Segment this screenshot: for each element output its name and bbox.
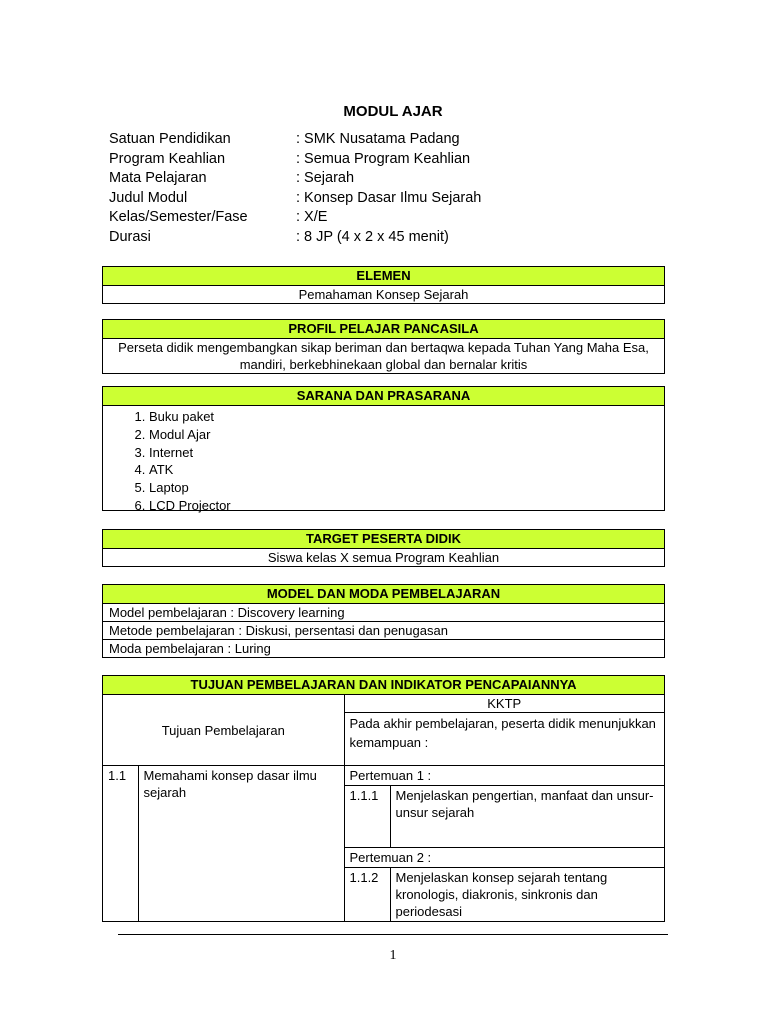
list-item: 6. LCD Projector [149, 497, 664, 515]
section-header: SARANA DAN PRASARANA [103, 387, 664, 406]
indicator-number: 1.1.2 [344, 868, 390, 922]
info-value: : SMK Nusatama Padang [296, 131, 460, 147]
tujuan-section [102, 675, 665, 922]
kktp-description: Pada akhir pembelajaran, peserta didik menunjukkan kemampuan : [344, 713, 664, 766]
target-text: Siswa kelas X semua Program Keahlian [267, 550, 500, 565]
elemen-text: Pemahaman Konsep Sejarah [298, 287, 469, 302]
info-value: : Konsep Dasar Ilmu Sejarah [296, 189, 482, 206]
list-item: 2. Modul Ajar [149, 426, 664, 444]
section-header: TUJUAN PEMBELAJARAN DAN INDIKATOR PENCAPAIANNYA [103, 676, 664, 695]
info-row [109, 228, 481, 248]
elemen-section [102, 266, 665, 304]
meeting-label: Pertemuan 1 : [344, 766, 664, 786]
model-line: Moda pembelajaran : Luring [109, 641, 271, 656]
tujuan-table [103, 694, 664, 922]
model-section [102, 584, 665, 658]
model-line: Metode pembelajaran : Diskusi, persentasi dan penugasan [103, 622, 664, 640]
module-info [109, 130, 481, 247]
section-header: TARGET PESERTA DIDIK [103, 530, 664, 549]
info-label: Mata Pelajaran [109, 170, 207, 186]
indicator-number: 1.1.1 [344, 786, 390, 848]
info-value: : Semua Program Keahlian [296, 150, 471, 167]
info-row [109, 150, 481, 170]
list-item: 5. Laptop [149, 479, 664, 497]
sarana-list [103, 408, 664, 515]
footer-divider [118, 934, 668, 935]
info-row [109, 169, 481, 189]
model-line: Model pembelajaran : Discovery learning [103, 604, 664, 622]
info-label: Kelas/Semester/Fase [109, 209, 248, 225]
kktp-header: KKTP [344, 695, 664, 713]
sarana-section [102, 386, 665, 511]
info-label: Judul Modul [109, 189, 188, 206]
info-value: : 8 JP (4 x 2 x 45 menit) [296, 228, 449, 245]
profil-text: Perseta didik mengembangkan sikap beriman dan bertaqwa kepada Tuhan Yang Maha Esa, mandiri, berkebhinekaan global dan bernalar kritis [118, 340, 649, 372]
tp-number: 1.1 [103, 766, 138, 922]
info-row [109, 189, 481, 209]
list-item: 3. Internet [149, 444, 664, 462]
indicator-text: Menjelaskan pengertian, manfaat dan unsur-unsur sejarah [390, 786, 664, 848]
indicator-text: Menjelaskan konsep sejarah tentang kronologis, diakronis, sinkronis dan periodesasi [390, 868, 664, 922]
meeting-label: Pertemuan 2 : [344, 848, 664, 868]
info-row [109, 208, 481, 228]
info-value: : Sejarah [296, 170, 355, 186]
list-item: 1. Buku paket [149, 408, 664, 426]
info-label: Durasi [109, 228, 151, 245]
section-header: MODEL DAN MODA PEMBELAJARAN [103, 585, 664, 604]
tp-text: Memahami konsep dasar ilmu sejarah [138, 766, 344, 922]
list-item: 4. ATK [149, 461, 664, 479]
profil-section [102, 319, 665, 374]
tujuan-column-header: Tujuan Pembelajaran [103, 695, 344, 766]
info-label: Program Keahlian [109, 150, 226, 167]
info-row [109, 130, 481, 150]
section-header: PROFIL PELAJAR PANCASILA [103, 320, 664, 339]
document-title: MODUL AJAR [343, 103, 443, 120]
info-value: : X/E [296, 209, 328, 225]
page-number: 1 [389, 948, 397, 963]
info-label: Satuan Pendidikan [109, 131, 231, 147]
target-section [102, 529, 665, 567]
section-header: ELEMEN [103, 267, 664, 286]
